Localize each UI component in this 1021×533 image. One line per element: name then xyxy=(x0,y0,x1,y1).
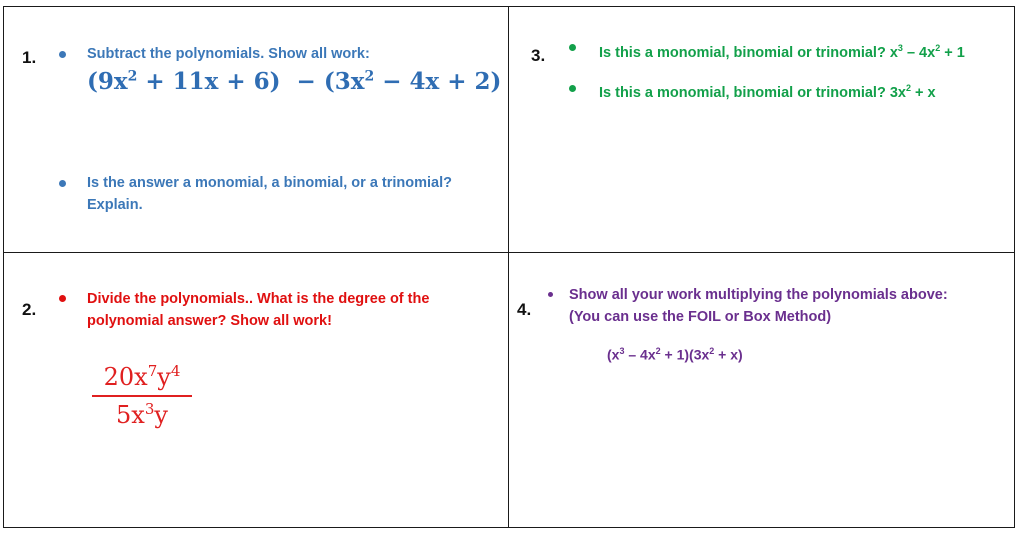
q1-bullet-icon xyxy=(59,51,66,58)
q3-question-1: Is this a monomial, binomial or trinomial? $x^3 - 4x^2 + 1$ xyxy=(599,43,965,61)
q3-question-2: Is this a monomial, binomial or trinomial? $3x^2 + x$ xyxy=(599,83,936,101)
q1-expression: $(9x^2 + 11x + 6) - (3x^2 - 4x + 2)$ xyxy=(87,68,502,95)
q4-expression: $(x^3 - 4x^2 + 1)(3x^2 + x)$ xyxy=(607,346,743,363)
q3-bullet2-icon xyxy=(569,85,576,92)
q3-bullet1-icon xyxy=(569,44,576,51)
q4-bullet-icon xyxy=(548,292,553,297)
vertical-divider xyxy=(508,6,509,528)
q2-fraction xyxy=(92,362,192,429)
q3-number: 3. xyxy=(531,46,546,65)
q2-instruction: Divide the polynomials.. What is the degree of the polynomial answer? Show all work! xyxy=(87,291,430,329)
q2-bullet-icon xyxy=(59,295,66,302)
q1-question: Is the answer a monomial, a binomial, or a trinomial? Explain. xyxy=(87,175,452,213)
q1-bullet2-icon xyxy=(59,180,66,187)
q1-instruction: Subtract the polynomials. Show all work: xyxy=(87,46,370,62)
q2-numerator: $20x^7y^4$ xyxy=(103,362,181,391)
fraction-bar xyxy=(92,395,192,397)
q4-number: 4. xyxy=(517,300,532,319)
q2-denominator: $5x^3y$ xyxy=(116,400,168,429)
q2-number: 2. xyxy=(22,300,37,319)
q4-instruction: Show all your work multiplying the polynomials above: (You can use the FOIL or Box Method) xyxy=(569,287,948,325)
horizontal-divider xyxy=(3,252,1015,253)
q1-number: 1. xyxy=(22,48,37,67)
